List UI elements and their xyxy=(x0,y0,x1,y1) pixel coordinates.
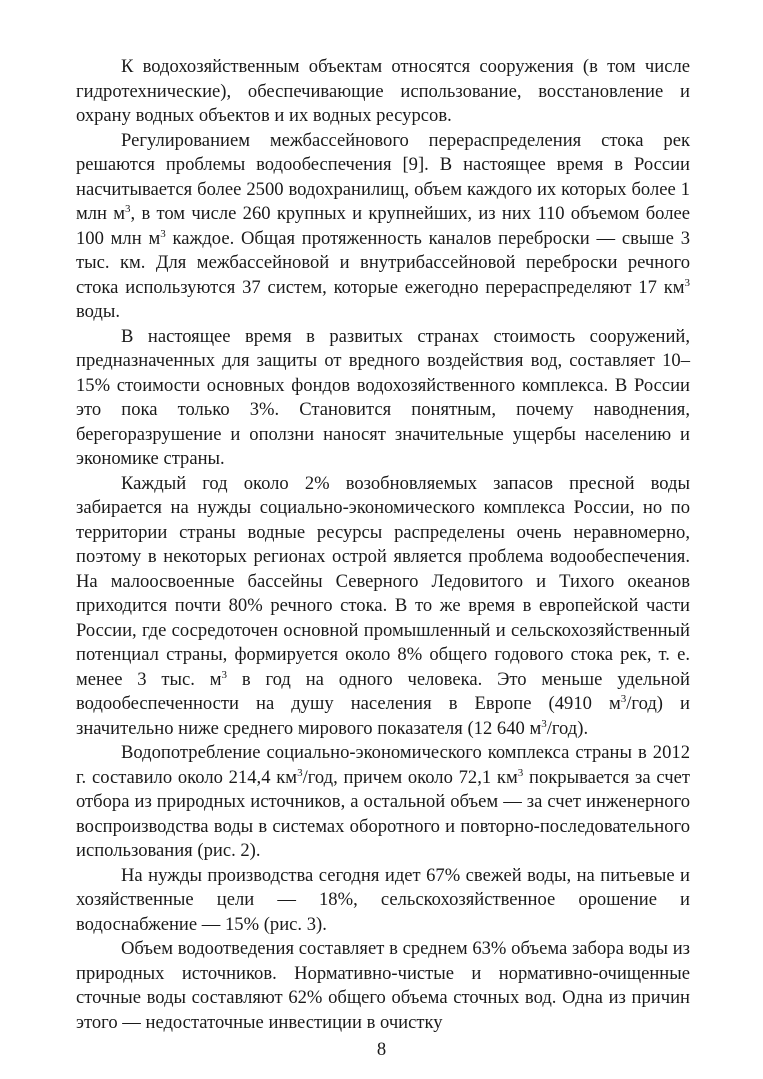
paragraph xyxy=(76,741,690,864)
superscript: 3 xyxy=(684,276,690,289)
text-run: В настоящее время в развитых странах стоимость сооружений, предназначенных для защиты от вредного воздействия вод, составляет 10–15% стоимости основных фондов водохозяйственного комплекса. В России это пока только 3%. Становится понятным, почему наводнения, берегоразрушение и оползни наносят значительные ущербы населению и экономике страны. xyxy=(76,325,690,469)
superscript: 3 xyxy=(160,227,166,240)
superscript: 3 xyxy=(541,717,547,730)
paragraph xyxy=(76,937,690,1035)
superscript: 3 xyxy=(620,693,627,705)
superscript: 3 xyxy=(297,766,303,779)
superscript: 3 xyxy=(221,668,228,681)
text-run: /год, причем около 72,1 км xyxy=(302,766,518,788)
text-run: Регулированием межбассейнового перераспределения стока рек решаются проблемы водообеспечения [9]. В настоящее время в России насчитывается более 2500 водохранилищ, объем каждого их которых более 1 млн м xyxy=(76,129,690,224)
text-run: воды. xyxy=(76,301,121,322)
text-run: Водопотребление социально-экономического комплекса страны в 2012 г. составило около 214,4 км xyxy=(76,742,690,788)
text-run: покрывается за счет отбора из природных источников, а остальной объем — за счет инженерного воспроизводства воды в системах оборотного и повторно-последовательного использования (рис. 2). xyxy=(76,766,690,861)
text-run: в год на одного человека. Это меньше удельной водообеспеченности на душу населения в Европе (4910 м xyxy=(76,668,690,714)
text-run: каждое. Общая протяженность каналов переброски — свыше 3 тыс. км. Для межбассейновой и внутрибассейновой переброски речного стока используются 37 систем, которые ежегодно перераспределяют 17 км xyxy=(76,227,691,298)
text-run: , в том числе 260 крупных и крупнейших, из них 110 объемом более 100 млн м xyxy=(76,203,690,249)
paragraph xyxy=(76,55,690,129)
superscript: 3 xyxy=(125,203,131,215)
page-number: 8 xyxy=(376,1039,387,1060)
superscript: 3 xyxy=(517,766,524,779)
paragraph xyxy=(76,129,690,325)
paragraph xyxy=(76,864,690,938)
text-run: Объем водоотведения составляет в среднем 63% объема забора воды из природных источников. Нормативно-чистые и нормативно-очищенные сточные воды составляют 62% общего объема сточных вод. Одна из причин этого — недостаточные инвестиции в очистку xyxy=(76,938,690,1033)
text-run: К водохозяйственным объектам относятся сооружения (в том числе гидротехнические), обеспечивающие использование, восстановление и охрану водных объектов и их водных ресурсов. xyxy=(76,56,690,126)
paragraph xyxy=(76,472,690,742)
text-run: /год) и значительно ниже среднего мирового показателя (12 640 м xyxy=(76,693,690,739)
document-page xyxy=(76,55,690,1035)
text-run: /год). xyxy=(546,717,589,739)
text-run: Каждый год около 2% возобновляемых запасов пресной воды забирается на нужды социально-экономического комплекса России, но по территории страны водные ресурсы распределены очень неравномерно, поэтому в некоторых регионах острой является проблема водообеспечения. На малоосвоенные бассейны Северного Ледовитого и Тихого океанов приходится почти 80% речного стока. В то же время в европейской части России, где сосредоточен основной промышленный и сельскохозяйственный потенциал страны, формируется около 8% общего годового стока рек, т. е. менее 3 тыс. м xyxy=(76,472,690,690)
paragraph xyxy=(76,325,690,472)
text-run: На нужды производства сегодня идет 67% свежей воды, на питьевые и хозяйственные цели — 18%, сельскохозяйственное орошение и водоснабжение — 15% (рис. 3). xyxy=(76,864,690,935)
